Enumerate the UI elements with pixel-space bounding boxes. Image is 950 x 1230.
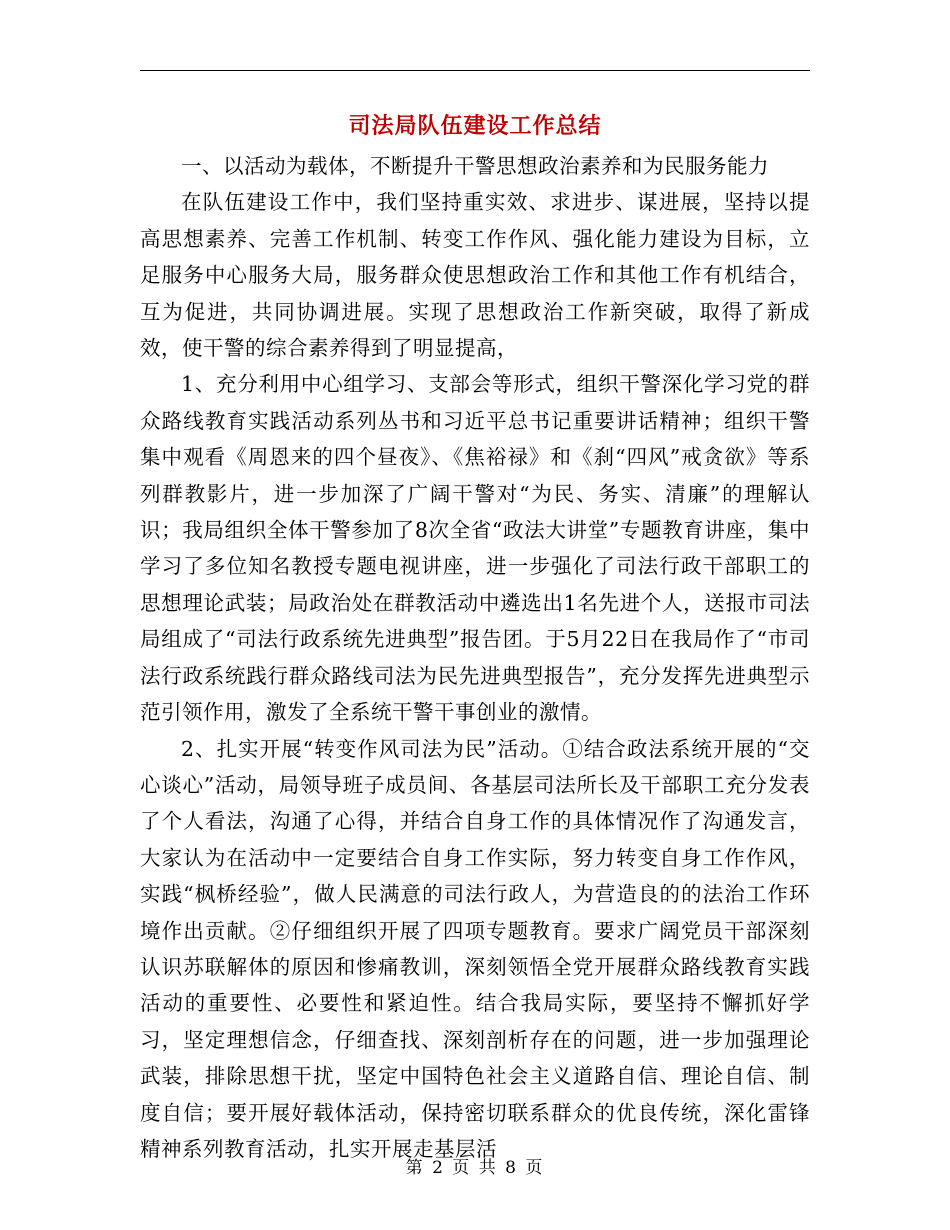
paragraph-item-2: 2、扎实开展“转变作风司法为民”活动。①结合政法系统开展的“交心谈心”活动，局领导班子成员间、各基层司法所长及干部职工充分发表了个人看法，沟通了心得，并结合自身工作的具体情况作了沟通发言，大家认为在活动中一定要结合自身工作实际，努力转变自身工作作风，实践“枫桥经验”，做人民满意的司法行政人，为营造良的的法治工作环境作出贡献。②仔细组织开展了四项专题教育。要求广阔党员干部深刻认识苏联解体的原因和惨痛教训，深刻领悟全党开展群众路线教育实践活动的重要性、必要性和紧迫性。结合我局实际，要坚持不懈抓好学习，坚定理想信念，仔细查找、深刻剖析存在的问题，进一步加强理论武装，排除思想干扰，坚定中国特色社会主义道路自信、理论自信、制度自信；要开展好载体活动，保持密切联系群众的优良传统，深化雷锋精神系列教育活动，扎实开展走基层活 bbox=[140, 736, 810, 1161]
page-number-footer: 第 2 页 共 8 页 bbox=[405, 1158, 545, 1178]
document-body bbox=[140, 148, 810, 1167]
document-title: 司法局队伍建设工作总结 bbox=[348, 113, 602, 139]
header-rule bbox=[140, 70, 810, 71]
paragraph-intro: 在队伍建设工作中，我们坚持重实效、求进步、谋进展，坚持以提高思想素养、完善工作机制、转变工作作风、强化能力建设为目标，立足服务中心服务大局，服务群众使思想政治工作和其他工作有机结合，互为促进，共同协调进展。实现了思想政治工作新突破，取得了新成效，使干警的综合素养得到了明显提高， bbox=[140, 190, 810, 361]
paragraph-item-1: 1、充分利用中心组学习、支部会等形式，组织干警深化学习党的群众路线教育实践活动系列丛书和习近平总书记重要讲话精神；组织干警集中观看《周恩来的四个昼夜》、《焦裕禄》和《刹“四风”戒贪欲》等系列群教影片，进一步加深了广阔干警对“为民、务实、清廉”的理解认识；我局组织全体干警参加了8次全省“政法大讲堂”专题教育讲座，集中学习了多位知名教授专题电视讲座，进一步强化了司法行政干部职工的思想理论武装；局政治处在群教活动中遴选出1名先进个人，送报市司法局组成了“司法行政系统先进典型”报告团。于5月22日在我局作了“市司法行政系统践行群众路线司法为民先进典型报告”，充分发挥先进典型示范引领作用，激发了全系统干警干事创业的激情。 bbox=[140, 372, 810, 725]
section-heading: 一、以活动为载体，不断提升干警思想政治素养和为民服务能力 bbox=[181, 154, 769, 178]
